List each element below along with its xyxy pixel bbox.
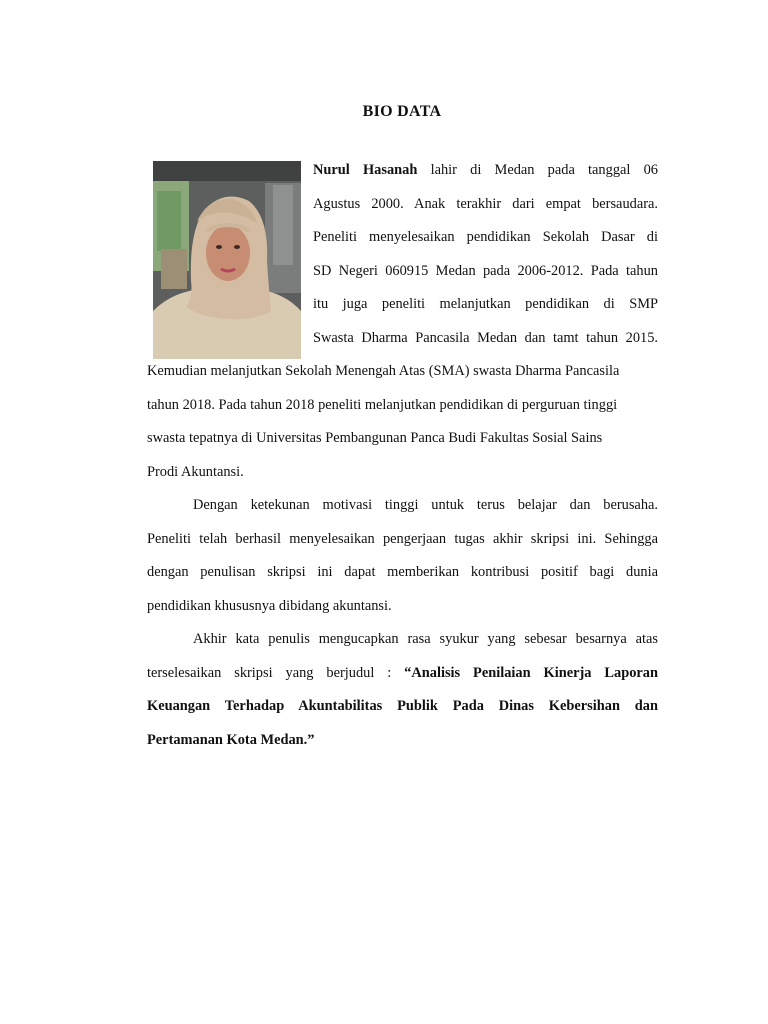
perseverance-line: dengan penulisan skripsi ini dapat memberikan kontribusi positif bagi dunia (147, 564, 658, 581)
intro-line: Peneliti menyelesaikan pendidikan Sekolah Dasar di (313, 229, 658, 246)
bio-paragraph-education (147, 355, 658, 489)
thesis-title-end: Pertamanan Kota Medan.” (147, 731, 315, 748)
intro-line: Agustus 2000. Anak terakhir dari empat bersaudara. (313, 195, 658, 212)
thesis-title-start: “Analisis Penilaian Kinerja Laporan (404, 664, 658, 681)
bio-paragraph-perseverance (147, 489, 658, 623)
education-line: swasta tepatnya di Universitas Pembangunan Panca Budi Fakultas Sosial Sains (147, 430, 603, 447)
bio-paragraph-closing (147, 623, 658, 757)
author-photo (153, 161, 301, 359)
intro-line: SD Negeri 060915 Medan pada 2006-2012. Pada tahun (313, 262, 658, 279)
thesis-title-middle: Keuangan Terhadap Akuntabilitas Publik Pada Dinas Kebersihan dan (147, 698, 658, 715)
perseverance-line: Dengan ketekunan motivasi tinggi untuk terus belajar dan berusaha. (193, 497, 658, 513)
intro-line: lahir di Medan pada tanggal 06 (417, 162, 658, 178)
perseverance-line: pendidikan khususnya dibidang akuntansi. (147, 597, 392, 614)
author-name: Nurul Hasanah (313, 162, 418, 178)
intro-line: itu juga peneliti melanjutkan pendidikan di SMP (313, 296, 658, 313)
perseverance-line: Peneliti telah berhasil menyelesaikan pengerjaan tugas akhir skripsi ini. Sehingga (147, 530, 658, 547)
closing-line: Akhir kata penulis mengucapkan rasa syukur yang sebesar besarnya atas (193, 631, 658, 647)
intro-line: Swasta Dharma Pancasila Medan dan tamt tahun 2015. (313, 329, 658, 346)
closing-line: terselesaikan skripsi yang berjudul : (147, 664, 405, 681)
bio-paragraph-intro (313, 154, 658, 356)
education-line: Kemudian melanjutkan Sekolah Menengah Atas (SMA) swasta Dharma Pancasila (147, 363, 620, 379)
portrait-image (153, 161, 301, 359)
education-line: Prodi Akuntansi. (147, 463, 244, 480)
page-title: BIO DATA (362, 103, 442, 120)
education-line: tahun 2018. Pada tahun 2018 peneliti melanjutkan pendidikan di perguruan tinggi (147, 396, 618, 413)
